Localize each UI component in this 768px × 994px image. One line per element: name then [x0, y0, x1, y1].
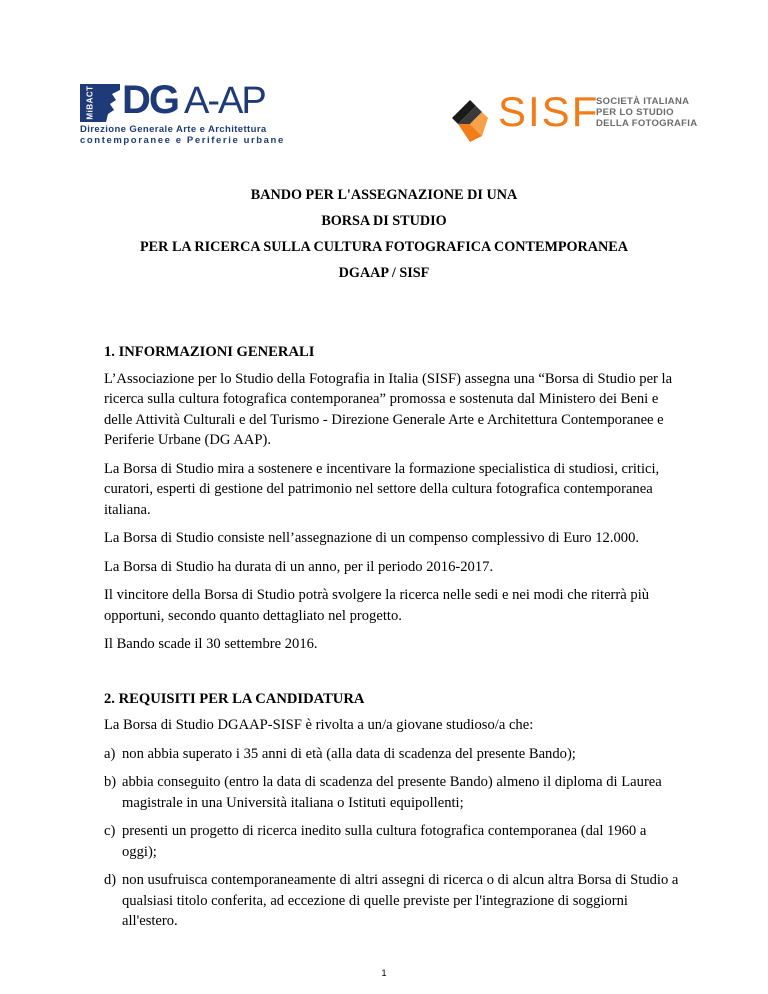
- sisf-desc-line-1: SOCIETÀ ITALIANA: [596, 96, 690, 107]
- section-1-paragraph: La Borsa di Studio ha durata di un anno, per il periodo 2016-2017.: [104, 558, 494, 575]
- section-1-paragraph: La Borsa di Studio mira a sostenere e incentivare la formazione specialistica di studiosi, critici, curatori, esperti di gestione del patrimonio nel settore della cultura fotografica contemporanea italiana.: [104, 460, 660, 518]
- list-marker: a): [104, 745, 116, 762]
- section-1-paragraph: L’Associazione per lo Studio della Fotografia in Italia (SISF) assegna una “Borsa di Studio per la ricerca sulla cultura fotografica contemporanea” promossa e sostenuta dal Ministero dei Beni e delle Attività Culturali e del Turismo - Direzione Generale Arte e Architettura Contemporanee e Periferie Urbane (DG AAP).: [104, 370, 673, 448]
- section-2-intro: La Borsa di Studio DGAAP-SISF è rivolta a un/a giovane studioso/a che:: [104, 717, 534, 733]
- mibact-mark-text: MiBACT: [85, 85, 95, 120]
- title-line-1: BANDO PER L'ASSEGNAZIONE DI UNA: [250, 187, 518, 203]
- list-marker: b): [104, 774, 117, 790]
- list-item: [104, 772, 684, 813]
- sisf-logo: [448, 88, 708, 144]
- page-number: 1: [381, 968, 387, 978]
- list-item-text: non abbia superato i 35 anni di età (alla data di scadenza del presente Bando);: [122, 745, 576, 762]
- list-item: [104, 744, 684, 765]
- section-1-paragraph: La Borsa di Studio consiste nell’assegnazione di un compenso complessivo di Euro 12.000.: [104, 530, 640, 546]
- sisf-desc-line-3: DELLA FOTOGRAFIA: [596, 118, 698, 129]
- document-title: [0, 182, 768, 286]
- section-spacer: [104, 663, 684, 689]
- list-item: [104, 870, 684, 932]
- document-body: [104, 342, 684, 940]
- dgaap-brand-aap: A-AP: [184, 80, 265, 122]
- dgaap-subtitle-2: contemporanee e Periferie urbane: [80, 135, 285, 146]
- title-line-2: BORSA DI STUDIO: [321, 213, 447, 229]
- title-line-4: DGAAP / SISF: [338, 265, 430, 281]
- section-1-heading: 1. INFORMAZIONI GENERALI: [104, 344, 315, 360]
- section-2-heading: 2. REQUISITI PER LA CANDIDATURA: [104, 690, 365, 707]
- sisf-desc-line-2: PER LO STUDIO: [596, 107, 674, 118]
- requirements-list: [104, 744, 684, 932]
- list-item-text: abbia conseguito (entro la data di scadenza del presente Bando) almeno il diploma di Laurea magistrale in una Università italiana o Istituti equipollenti;: [122, 774, 662, 811]
- sisf-mark-icon: [448, 88, 494, 144]
- dgaap-logo: [80, 78, 285, 146]
- sisf-brand: SISF: [498, 88, 600, 135]
- list-marker: c): [104, 823, 116, 839]
- list-item-text: non usufruisca contemporaneamente di altri assegni di ricerca o di alcun altra Borsa di Studio a qualsiasi titolo conferita, ad eccezione di quelle previste per l'integrazione di soggiorni all'estero.: [122, 872, 679, 929]
- list-item: [104, 821, 684, 862]
- list-marker: d): [104, 872, 117, 888]
- sisf-description: [596, 96, 697, 129]
- section-1-paragraph: Il Bando scade il 30 settembre 2016.: [104, 636, 318, 652]
- list-item-text: presenti un progetto di ricerca inedito sulla cultura fotografica contemporanea (dal 1960 a oggi);: [122, 823, 647, 860]
- italy-map-icon: [100, 84, 120, 122]
- title-line-3: PER LA RICERCA SULLA CULTURA FOTOGRAFICA CONTEMPORANEA: [140, 239, 628, 255]
- dgaap-subtitle-1: Direzione Generale Arte e Architettura: [80, 124, 267, 135]
- dgaap-brand-dg: DG: [122, 78, 178, 122]
- section-1-paragraph: Il vincitore della Borsa di Studio potrà svolgere la ricerca nelle sedi e nei modi che riterrà più opportuni, secondo quanto dettagliato nel progetto.: [104, 587, 650, 624]
- mibact-mark: [80, 84, 100, 122]
